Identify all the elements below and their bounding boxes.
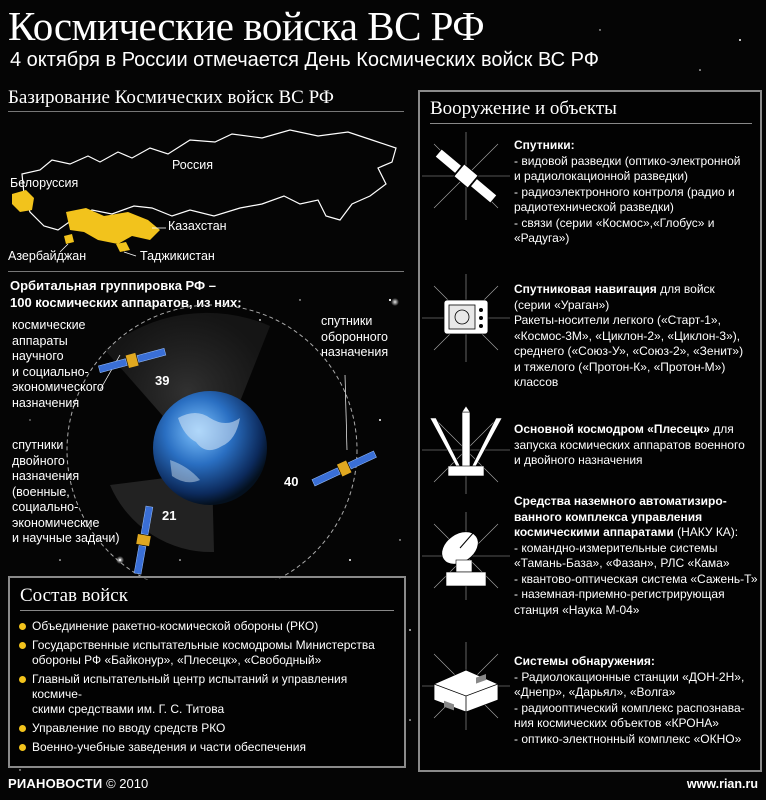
- label-line: и социально-: [12, 364, 89, 379]
- label-line: назначения: [12, 395, 80, 410]
- civil-satellites-label: [12, 318, 104, 411]
- label-line: спутники: [321, 314, 373, 328]
- label-line: назначения: [12, 469, 80, 483]
- label-line: (военные,: [12, 484, 70, 499]
- orbital-title-line: Орбитальная группировка РФ –: [10, 278, 216, 293]
- satellite-icon: [420, 130, 512, 222]
- label-line: спутники: [12, 438, 64, 452]
- label-line: аппараты: [12, 333, 68, 348]
- satellite-defense: [311, 448, 378, 489]
- bullet-dot: [19, 676, 26, 683]
- map-label-russia: Россия: [172, 158, 213, 172]
- satellites-item: Спутники: - видовой разведки (оптико-электронной и радиолокационной разведки) - радиоэлектронного контроля (радио и радиотехнической разведки) - связи (серии «Космос»,«Глобус» и «Радуга»): [514, 138, 741, 245]
- label-line: космические: [12, 318, 86, 332]
- launch-pad-icon: [420, 404, 512, 496]
- armament-heading: Вооружение и объекты: [430, 98, 617, 119]
- label-line: научного: [12, 349, 64, 363]
- civil-count: 39: [155, 373, 170, 388]
- basing-map: [0, 112, 410, 272]
- label-line: двойного: [12, 453, 65, 468]
- list-item: Государственные испытательные космодромы Министерства обороны РФ «Байконур», «Плесецк», «Свободный»: [19, 638, 399, 668]
- page-subtitle: 4 октября в России отмечается День Космических войск ВС РФ: [10, 49, 599, 71]
- map-label-belarus: Белоруссия: [10, 176, 79, 190]
- basing-heading: Базирование Космических войск ВС РФ: [8, 87, 334, 108]
- composition-heading: Состав войск: [20, 585, 128, 606]
- bullet-dot: [19, 642, 26, 649]
- label-line: назначения: [321, 345, 389, 359]
- label-line: оборонного: [321, 329, 388, 344]
- navigation-device-icon: [420, 272, 512, 364]
- dual-count: 21: [162, 508, 177, 523]
- site-link[interactable]: www.rian.ru: [686, 777, 758, 791]
- composition-list: [19, 619, 399, 759]
- armament-panel: [418, 90, 762, 772]
- radar-station-icon: [420, 640, 512, 732]
- label-line: экономические: [12, 515, 100, 530]
- defense-satellites-label: [321, 314, 388, 361]
- azerbaijan-shape: [64, 234, 74, 244]
- cosmodrome-item: Основной космодром «Плесецк» для запуска космических аппаратов военного и двойного назначения: [514, 422, 745, 467]
- brand-logo: РИАНОВОСТИ: [8, 776, 103, 791]
- bullet-dot: [19, 623, 26, 630]
- belarus-shape: [12, 190, 34, 212]
- ground-control-item: Средства наземного автоматизиро- ванного комплекса управления космическими аппаратами (НАКУ КА): - командно-измерительные системы «Тамань-База», «Фазан», РЛС «Кама» - квантово-оптическая система «Сажень-Т» - наземная-приемно-регистрирующая станция «Наука М-04»: [514, 494, 758, 617]
- page-title: Космические войска ВС РФ: [8, 3, 485, 49]
- list-item: Объединение ракетно-космической обороны (РКО): [19, 619, 399, 634]
- map-label-azerbaijan: Азербайджан: [8, 249, 87, 263]
- list-item: Главный испытательный центр испытаний и управления космиче- скими средствами им. Г. С. Титова: [19, 672, 399, 717]
- label-line: и научные задачи): [12, 531, 120, 545]
- orbital-title-line: 100 космических аппаратов, из них:: [10, 295, 242, 310]
- armament-divider: [430, 123, 752, 124]
- detection-item: Системы обнаружения: - Радиолокационные станции «ДОН-2Н», «Днепр», «Дарьял», «Волга» - радиооптический комплекс распознава- ния космических объектов «КРОНА» - оптико-электнонный комплекс «ОКНО»: [514, 654, 745, 746]
- footer-brand: [8, 776, 148, 791]
- composition-divider: [20, 610, 394, 611]
- list-item: Военно-учебные заведения и части обеспечения: [19, 740, 399, 755]
- defense-count: 40: [284, 474, 299, 489]
- bullet-dot: [19, 725, 26, 732]
- label-line: социально-: [12, 500, 79, 514]
- map-label-tajikistan: Таджикистан: [140, 249, 215, 263]
- composition-panel: [8, 576, 406, 768]
- ground-antenna-icon: [420, 510, 512, 602]
- map-label-kazakhstan: Казахстан: [168, 219, 227, 233]
- orbital-divider: [8, 271, 404, 272]
- bullet-dot: [19, 744, 26, 751]
- dual-satellites-label: [12, 438, 120, 547]
- label-line: экономического: [12, 380, 104, 394]
- navigation-item: Спутниковая навигация для войск (серии «Ураган») Ракеты-носители легкого («Старт-1», «Космос-3М», «Циклон-2», «Циклон-3»), среднего («Союз-У», «Союз-2», «Зенит») и тяжелого («Протон-К», «Протон-М») классов: [514, 282, 744, 389]
- list-item: Управление по вводу средств РКО: [19, 721, 399, 736]
- copyright: © 2010: [106, 776, 149, 791]
